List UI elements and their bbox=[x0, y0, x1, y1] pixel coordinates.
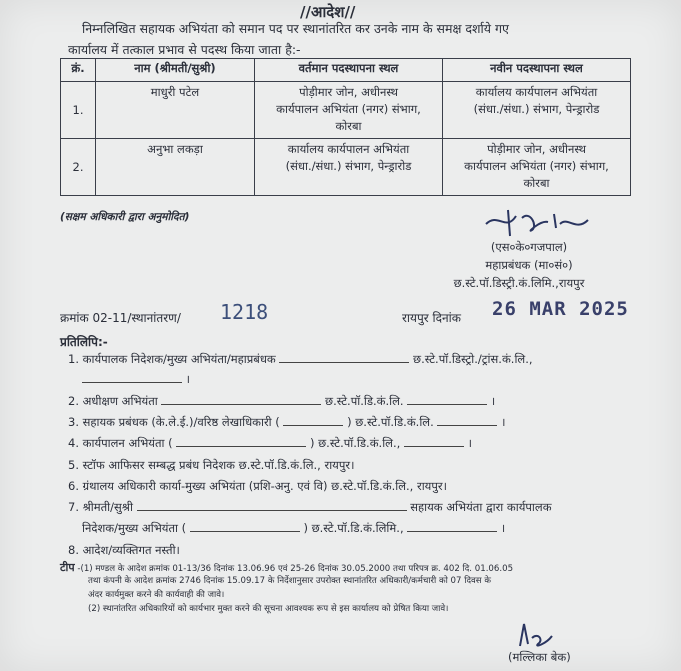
row-new-posting bbox=[443, 139, 631, 196]
row-new-posting bbox=[443, 82, 631, 139]
posting-line: कार्यपालन अभियंता (नगर) संभाग, bbox=[464, 159, 609, 173]
list-item bbox=[68, 394, 495, 409]
signatory-block bbox=[454, 240, 604, 291]
copy-item-suffix: ) छ.स्टे.पॉ.डि.कं.लि., bbox=[309, 436, 401, 450]
list-item bbox=[68, 479, 447, 494]
row-current-posting bbox=[255, 82, 443, 139]
intro-line-2: कार्यालय में तत्काल प्रभाव से पदस्थ किया जाता है:- bbox=[68, 42, 301, 57]
intro-line-1: निम्नलिखित सहायक अभियंता को समान पद पर स्थानांतरित कर उनके नाम के समक्ष दर्शाये गए bbox=[82, 21, 509, 36]
blank-line bbox=[407, 394, 487, 405]
reference-label: क्रमांक 02-11/स्थानांतरण/ bbox=[60, 311, 181, 325]
note-label: टीप bbox=[60, 561, 75, 574]
blank-line bbox=[82, 372, 182, 383]
copy-item-tail: । bbox=[185, 372, 191, 386]
posting-line: कोरबा bbox=[335, 119, 362, 133]
list-item bbox=[68, 458, 354, 473]
note-line: अंदर कार्यमुक्त करने की कार्यवाही की जावे। bbox=[88, 590, 225, 600]
posting-line: पोड़ीमार जोन, अधीनस्थ bbox=[487, 142, 586, 156]
blank-line bbox=[407, 521, 497, 532]
copy-item-text: 4. कार्यपालन अभियंता ( bbox=[68, 436, 173, 450]
signatory-office: छ.स्टे.पॉ.डिस्ट्री.कं.लिमि.,रायपुर bbox=[453, 276, 585, 290]
copy-item-text: निदेशक/मुख्य अभियंता ( bbox=[82, 521, 187, 535]
blank-line bbox=[190, 521, 300, 532]
second-signature-image bbox=[510, 618, 560, 654]
blank-line bbox=[437, 415, 497, 426]
copy-item-tail: । bbox=[467, 436, 472, 450]
posting-line: (संधा./संधा.) संभाग, पेन्ड्रारोड bbox=[285, 159, 412, 173]
copy-item-suffix: ) छ.स्टे.पॉ.डि.कं.लि. bbox=[347, 415, 434, 429]
signature-image bbox=[478, 202, 598, 242]
copy-to-heading: प्रतिलिपि:- bbox=[60, 335, 108, 349]
col-header-current: वर्तमान पदस्थापना स्थल bbox=[255, 59, 443, 82]
copy-item-tail: । bbox=[501, 415, 506, 429]
posting-line: कार्यपालन अभियंता (नगर) संभाग, bbox=[276, 102, 421, 116]
approval-note: (सक्षम अधिकारी द्वारा अनुमोदित) bbox=[60, 211, 190, 223]
posting-line: कार्यालय कार्यपालन अभियंता bbox=[287, 142, 410, 156]
blank-line bbox=[404, 436, 464, 447]
copy-item-text: 3. सहायक प्रबंधक (के.ले.ई.)/वरिष्ठ लेखाधिकारी ( bbox=[68, 415, 280, 429]
list-item bbox=[68, 415, 505, 430]
transfer-table bbox=[60, 58, 631, 196]
blank-line bbox=[137, 500, 407, 511]
copy-item-tail: । bbox=[500, 521, 506, 535]
copy-item-tail: । bbox=[490, 394, 496, 408]
blank-line bbox=[279, 352, 409, 363]
blank-line bbox=[283, 415, 343, 426]
signatory-name: (एस०के०गजपाल) bbox=[490, 240, 568, 254]
row-sn: 2. bbox=[61, 139, 96, 196]
second-signatory-name: (मल्लिका बेक) bbox=[508, 650, 571, 664]
list-item bbox=[68, 500, 552, 515]
posting-line: (संधा./संधा.) संभाग, पेन्ड्रारोड bbox=[473, 102, 600, 116]
note-line: -(1) मण्डल के आदेश क्रमांक 01-13/36 दिनांक 13.06.96 एवं 25-26 दिनांक 30.05.2000 तथा परिपत्र क्र. 402 दि. 01.06.05 bbox=[77, 564, 514, 574]
copy-item-text: 7. श्रीमती/सुश्री bbox=[68, 500, 133, 514]
signatory-designation: महाप्रबंधक (मा०सं०) bbox=[485, 258, 573, 272]
copy-item-text: 1. कार्यपालक निदेशक/मुख्य अभियंता/महाप्रबंधक bbox=[68, 352, 276, 366]
copy-item-text: 2. अधीक्षण अभियंता bbox=[68, 394, 158, 408]
note-line: तथा कंपनी के आदेश क्रमांक 2746 दिनांक 15.09.17 के निर्देशानुसार उपरोक्त स्थानांतरित अधिकारी/कर्मचारी को 07 दिवस के bbox=[88, 576, 491, 586]
col-header-sn: क्रं. bbox=[61, 59, 96, 82]
blank-line bbox=[161, 394, 321, 405]
row-name: माधुरी पटेल bbox=[96, 82, 255, 139]
row-sn: 1. bbox=[61, 82, 96, 139]
col-header-new: नवीन पदस्थापना स्थल bbox=[443, 59, 631, 82]
copy-item-suffix: छ.स्टे.पॉ.डि.कं.लि. bbox=[325, 394, 404, 408]
table-header-row bbox=[61, 59, 631, 82]
reference-number: 1218 bbox=[220, 300, 269, 324]
table-row bbox=[61, 139, 631, 196]
place-date-label: रायपुर दिनांक bbox=[402, 311, 461, 325]
list-item-continuation bbox=[82, 521, 505, 536]
blank-line bbox=[176, 436, 306, 447]
list-item bbox=[68, 436, 472, 451]
list-item bbox=[68, 543, 180, 558]
copy-item-text: 6. ग्रंथालय अधिकारी कार्या-मुख्य अभियंता (प्रशि-अनु. एवं वि) छ.स्टे.पॉ.डि.कं.लि., रायपुर। bbox=[68, 479, 447, 493]
row-name: अनुभा लकड़ा bbox=[96, 139, 255, 196]
copy-item-text: 5. स्टॉफ आफिसर सम्बद्ध प्रबंध निदेशक छ.स्टे.पॉ.डि.कं.लि., रायपुर। bbox=[68, 458, 355, 472]
table-row bbox=[61, 82, 631, 139]
list-item bbox=[68, 352, 533, 367]
note-line: (2) स्थानांतरित अधिकारियों को कार्यभार मुक्त करने की सूचना आवश्यक रूप से इस कार्यालय को प्रेषित किया जावे। bbox=[88, 604, 449, 614]
copy-item-suffix: सहायक अभियंता द्वारा कार्यपालक bbox=[410, 500, 552, 514]
list-item-continuation bbox=[82, 372, 190, 387]
posting-line: कोरबा bbox=[523, 176, 550, 190]
row-current-posting bbox=[255, 139, 443, 196]
posting-line: कार्यालय कार्यपालन अभियंता bbox=[475, 85, 598, 99]
posting-line: पोड़ीमार जोन, अधीनस्थ bbox=[299, 85, 398, 99]
date-stamp: 26 MAR 2025 bbox=[492, 298, 629, 320]
copy-item-text: 8. आदेश/व्यक्तिगत नस्ती। bbox=[68, 543, 180, 557]
col-header-name: नाम (श्रीमती/सुश्री) bbox=[96, 59, 255, 82]
copy-item-suffix: ) छ.स्टे.पॉ.डि.कं.लिमि., bbox=[303, 521, 404, 535]
document-title: //आदेश// bbox=[300, 3, 356, 21]
copy-item-suffix: छ.स्टे.पॉ.डिस्ट्रो./ट्रांस.कं.लि., bbox=[413, 352, 533, 366]
